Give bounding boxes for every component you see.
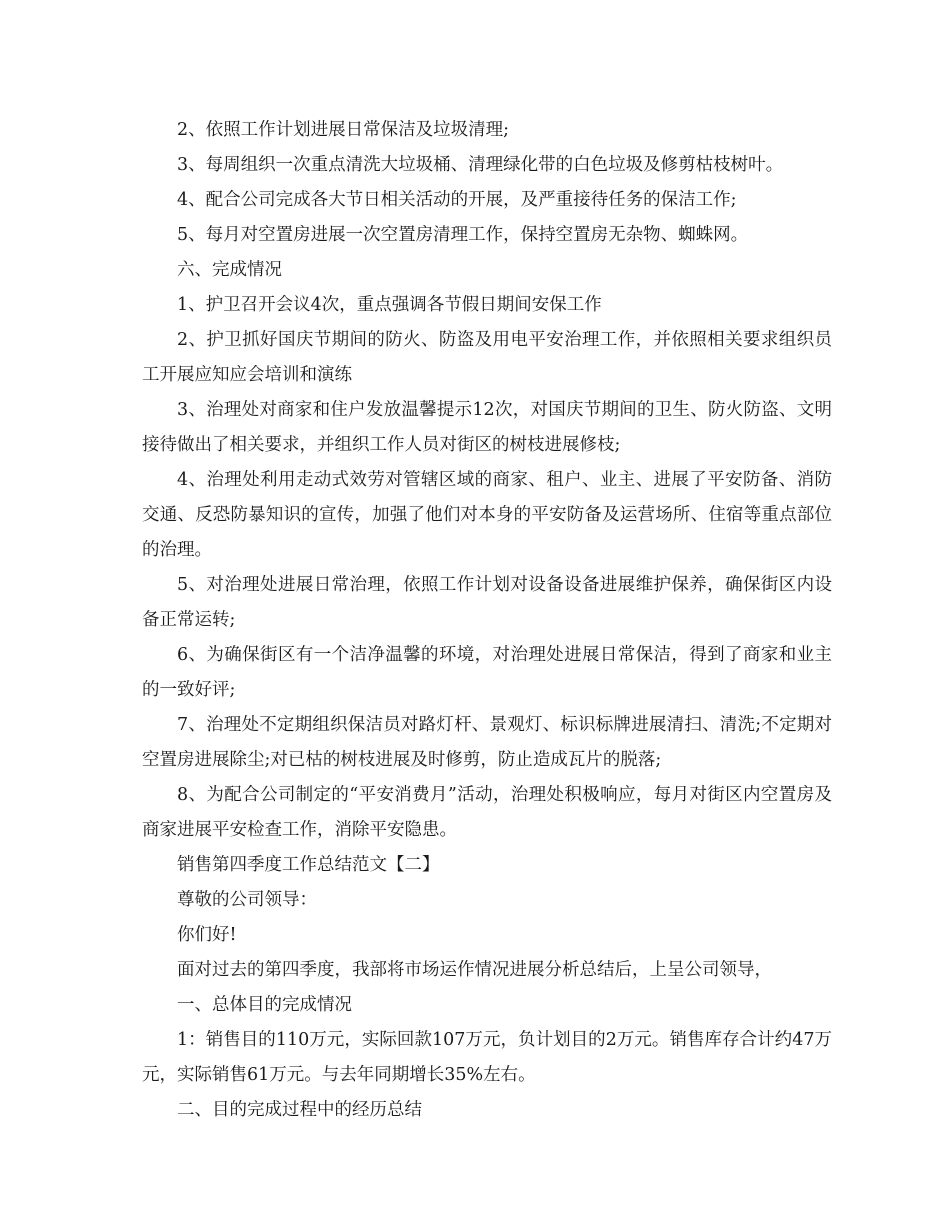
section-heading-experience-summary: 二、目的完成过程中的经历总结	[177, 1100, 422, 1120]
paragraph-9: 4、治理处利用走动式效劳对管辖区域的商家、租户、业主、进展了平安防备、消防交通、反恐防暴知识的宣传，加强了他们对本身的平安防备及运营场所、住宿等重点部位的治理。	[142, 470, 832, 560]
greeting: 你们好!	[177, 925, 237, 945]
section-heading-completion: 六、完成情况	[177, 260, 282, 280]
paragraph-10: 5、对治理处进展日常治理，依照工作计划对设备设备进展维护保养，确保街区内设备正常运转;	[142, 575, 832, 630]
section-heading-target-completion: 一、总体目的完成情况	[177, 995, 352, 1015]
paragraph-12: 7、治理处不定期组织保洁员对路灯杆、景观灯、标识标牌进展清扫、清洗;不定期对空置房进展除尘;对已枯的树枝进展及时修剪，防止造成瓦片的脱落;	[142, 715, 832, 770]
paragraph-1: 2、依照工作计划进展日常保洁及垃圾清理;	[177, 120, 510, 140]
paragraph-8: 3、治理处对商家和住户发放温馨提示12次，对国庆节期间的卫生、防火防盗、文明接待做出了相关要求，并组织工作人员对街区的树枝进展修枝;	[142, 400, 832, 455]
paragraph-17: 面对过去的第四季度，我部将市场运作情况进展分析总结后，上呈公司领导，	[177, 960, 772, 980]
paragraph-4: 5、每月对空置房进展一次空置房清理工作，保持空置房无杂物、蜘蛛网。	[177, 225, 749, 245]
document-body	[142, 113, 832, 1128]
paragraph-2: 3、每周组织一次重点清洗大垃圾桶、清理绿化带的白色垃圾及修剪枯枝树叶。	[177, 155, 784, 175]
paragraph-7: 2、护卫抓好国庆节期间的防火、防盗及用电平安治理工作，并依照相关要求组织员工开展应知应会培训和演练	[142, 330, 832, 385]
paragraph-3: 4、配合公司完成各大节日相关活动的开展，及严重接待任务的保洁工作;	[177, 190, 737, 210]
paragraph-13: 8、为配合公司制定的“平安消费月”活动，治理处积极响应，每月对街区内空置房及商家进展平安检查工作，消除平安隐患。	[142, 785, 832, 840]
paragraph-6: 1、护卫召开会议4次，重点强调各节假日期间安保工作	[177, 295, 602, 315]
paragraph-11: 6、为确保街区有一个洁净温馨的环境，对治理处进展日常保洁，得到了商家和业主的一致好评;	[142, 645, 832, 700]
document-subtitle: 销售第四季度工作总结范文【二】	[177, 855, 440, 875]
salutation: 尊敬的公司领导：	[177, 890, 317, 910]
paragraph-19: 1：销售目的110万元，实际回款107万元，负计划目的2万元。销售库存合计约47万元，实际销售61万元。与去年同期增长35%左右。	[142, 1030, 832, 1085]
